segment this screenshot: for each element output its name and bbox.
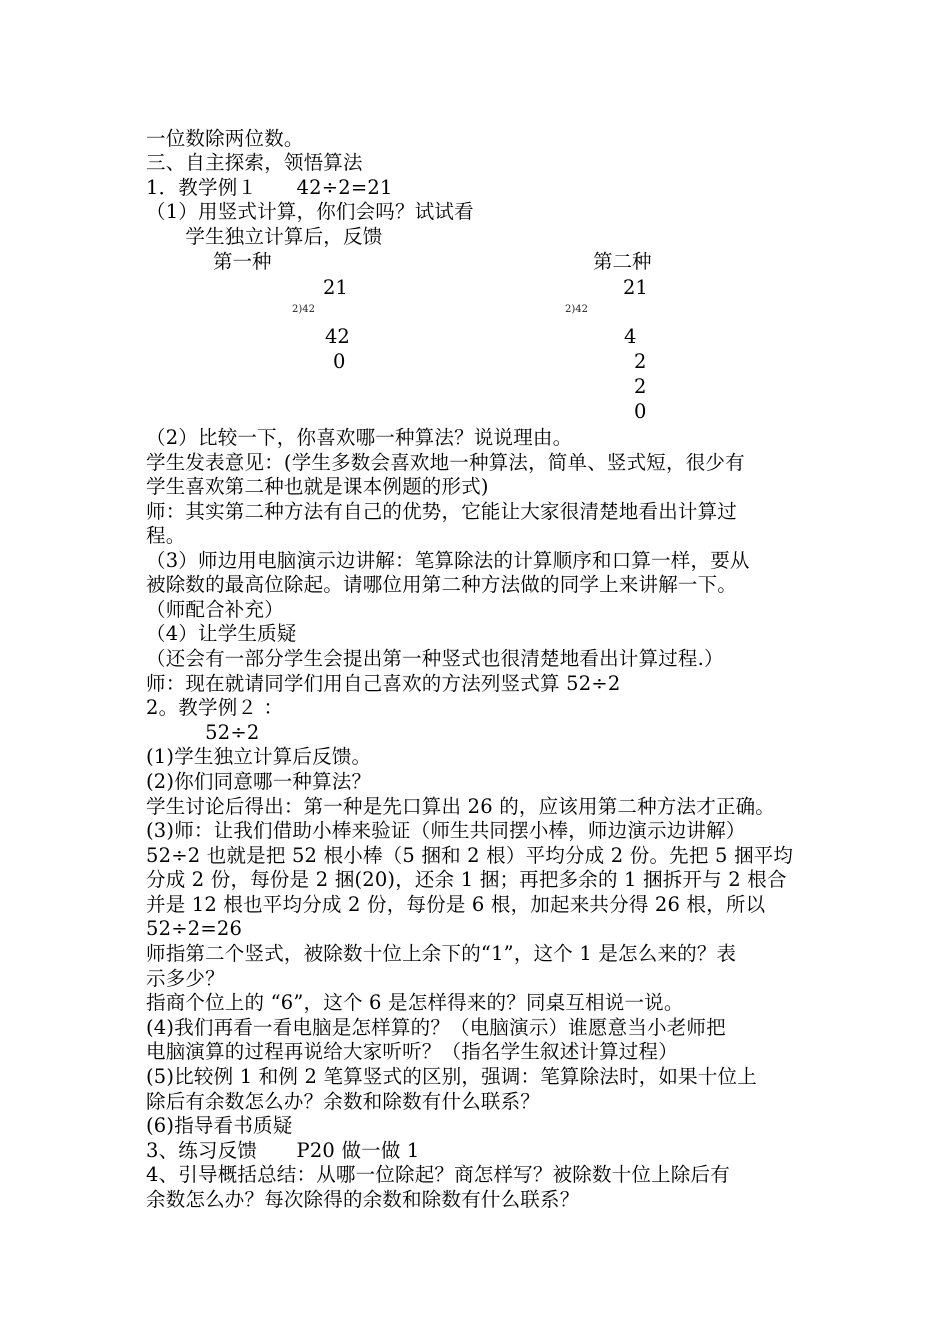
text-line: （2）比较一下，你喜欢哪一种算法？说说理由。 xyxy=(146,426,573,449)
method-second-quotient: 21 xyxy=(623,276,648,299)
text-line: 程。 xyxy=(146,524,186,547)
text-line: (6)指导看书质疑 xyxy=(146,1114,293,1137)
text-line: 除后有余数怎么办？余数和除数有什么联系？ xyxy=(146,1090,541,1113)
text-line: 被除数的最高位除起。请哪位用第二种方法做的同学上来讲解一下。 xyxy=(146,573,738,596)
text-line: 示多少？ xyxy=(146,967,225,990)
method-first-row: 0 xyxy=(333,350,346,373)
text-line: 52÷2=26 xyxy=(146,917,243,940)
text-line: （3）师边用电脑演示边讲解：笔算除法的计算顺序和口算一样，要从 xyxy=(146,549,750,572)
text-line: (5)比较例 1 和例 2 笔算竖式的区别，强调：笔算除法时，如果十位上 xyxy=(146,1065,757,1088)
section-heading: 3、练习反馈 P20 做一做 1 xyxy=(146,1139,420,1162)
text-line: (4)我们再看一看电脑是怎样算的？（电脑演示）谁愿意当小老师把 xyxy=(146,1016,726,1039)
section-heading: 三、自主探索，领悟算法 xyxy=(146,151,363,174)
text-line: 4、引导概括总结：从哪一位除起？商怎样写？被除数十位上除后有 xyxy=(146,1163,730,1186)
text-line: 师：其实第二种方法有自己的优势，它能让大家很清楚地看出计算过 xyxy=(146,500,738,523)
method-first-quotient: 21 xyxy=(323,276,348,299)
method-second-row: 0 xyxy=(634,400,647,423)
text-line: 学生独立计算后，反馈 xyxy=(146,225,383,248)
text-line: 1．教学例１ 42÷2=21 xyxy=(146,176,393,199)
text-line: (1)学生独立计算后反馈。 xyxy=(146,745,372,768)
method-second-row: 2 xyxy=(634,350,647,373)
method-second-row: 2 xyxy=(634,375,647,398)
method-first-label: 第一种 xyxy=(213,250,272,273)
method-second-divisor-dividend: 2)42 xyxy=(565,304,588,315)
section-heading: 2。教学例２ ： xyxy=(146,696,284,719)
text-line: 指商个位上的 “6”，这个 6 是怎样得来的？同桌互相说一说。 xyxy=(146,991,684,1014)
text-line: 学生喜欢第二种也就是课本例题的形式) xyxy=(146,475,489,498)
text-line: （师配合补充） xyxy=(146,598,284,621)
text-line: （还会有一部分学生会提出第一种竖式也很清楚地看出计算过程.） xyxy=(146,647,724,670)
text-line: (3)师：让我们借助小棒来验证（师生共同摆小棒，师边演示边讲解） xyxy=(146,819,746,842)
text-line: （4）让学生质疑 xyxy=(146,622,297,645)
text-line: 并是 12 根也平均分成 2 份，每份是 6 根，加起来共分得 26 根，所以 xyxy=(146,893,766,916)
text-line: 学生讨论后得出：第一种是先口算出 26 的，应该用第二种方法才正确。 xyxy=(146,795,776,818)
text-line: 学生发表意见：(学生多数会喜欢地一种算法，简单、竖式短，很少有 xyxy=(146,451,745,474)
text-line: 52÷2 xyxy=(146,721,260,744)
text-line: 余数怎么办？每次除得的余数和除数有什么联系？ xyxy=(146,1188,580,1211)
text-line: （1）用竖式计算，你们会吗？试试看 xyxy=(146,200,474,223)
text-line: 分成 2 份，每份是 2 捆(20)，还余 1 捆；再把多余的 1 捆拆开与 2 根合 xyxy=(146,868,787,891)
method-first-row: 42 xyxy=(325,325,350,348)
text-line: 一位数除两位数。 xyxy=(146,127,304,150)
text-line: 师指第二个竖式，被除数十位上余下的“1”，这个 1 是怎么来的？表 xyxy=(146,942,737,965)
method-second-row: 4 xyxy=(624,325,637,348)
method-first-divisor-dividend: 2)42 xyxy=(292,304,315,315)
text-line: 52÷2 也就是把 52 根小棒（5 捆和 2 根）平均分成 2 份。先把 5 捆平均 xyxy=(146,844,794,867)
method-second-label: 第二种 xyxy=(593,250,652,273)
text-line: 电脑演算的过程再说给大家听听？（指名学生叙述计算过程） xyxy=(146,1040,678,1063)
text-line: 师：现在就请同学们用自己喜欢的方法列竖式算 52÷2 xyxy=(146,672,621,695)
text-line: (2)你们同意哪一种算法？ xyxy=(146,770,372,793)
